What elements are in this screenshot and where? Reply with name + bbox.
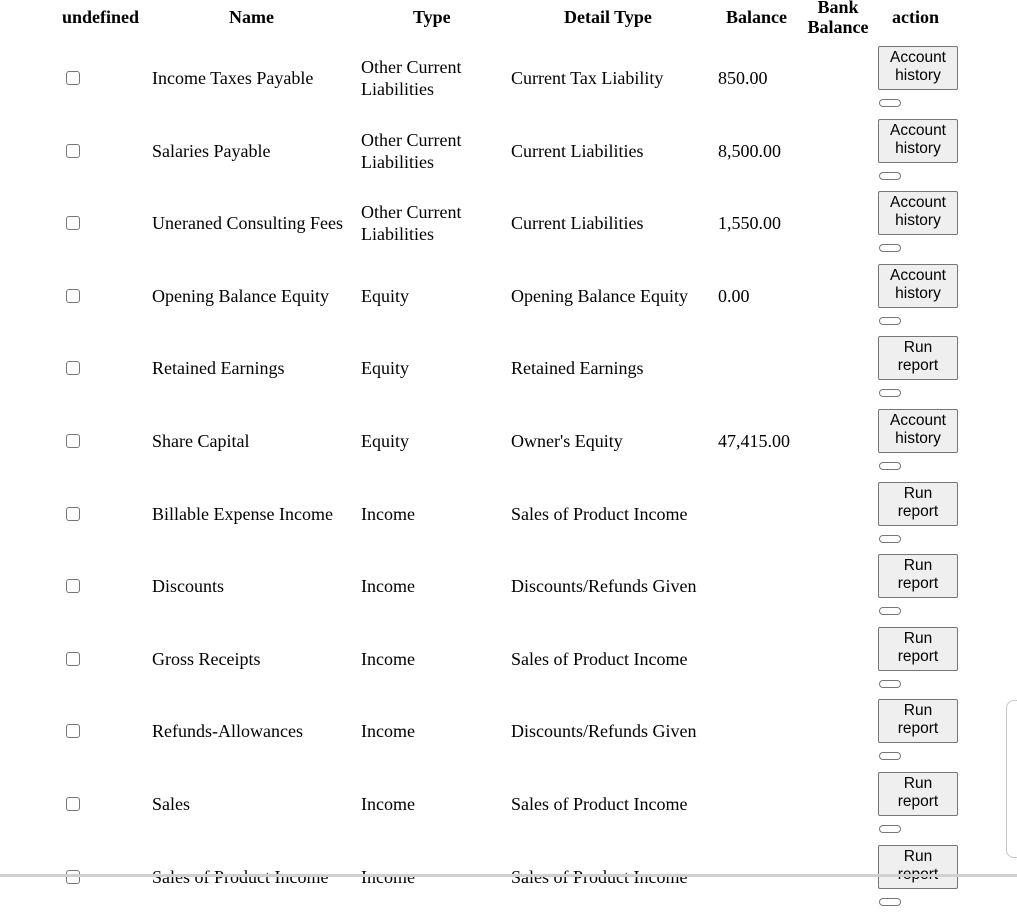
row-action-button[interactable]: Run report — [878, 482, 958, 526]
row-action-button[interactable]: Run report — [878, 699, 958, 743]
table-row — [0, 478, 1017, 551]
account-name: Salaries Payable — [152, 140, 271, 161]
row-action-button[interactable]: Account history — [878, 191, 958, 235]
account-name: Sales — [152, 794, 190, 814]
account-name: Gross Receipts — [152, 648, 261, 669]
account-name: Billable Expense Income — [152, 503, 333, 524]
row-select-checkbox[interactable] — [66, 507, 80, 521]
account-type: Other Current Liabilities — [361, 129, 462, 172]
row-action-button[interactable]: Account history — [878, 46, 958, 90]
table-row — [0, 405, 1017, 478]
account-name: Share Capital — [152, 431, 250, 451]
account-balance: 0.00 — [718, 285, 750, 306]
account-type: Income — [361, 721, 415, 742]
account-name: Income Taxes Payable — [152, 68, 314, 88]
row-dropdown-toggle[interactable] — [879, 752, 901, 760]
table-row — [0, 841, 1017, 914]
table-row — [0, 332, 1017, 405]
row-action-button[interactable]: Run report — [878, 772, 958, 816]
column-header-action: action — [892, 7, 939, 27]
account-name: Uneraned Consulting Fees — [152, 213, 343, 234]
row-action-button[interactable]: Run report — [878, 554, 958, 598]
column-header-name: Name — [229, 7, 274, 27]
account-name: Retained Earnings — [152, 358, 285, 379]
row-dropdown-toggle[interactable] — [879, 172, 901, 180]
row-select-checkbox[interactable] — [66, 71, 80, 85]
row-action-button[interactable]: Run report — [878, 627, 958, 671]
table-row — [0, 695, 1017, 768]
row-dropdown-toggle[interactable] — [879, 244, 901, 252]
account-balance: 1,550.00 — [718, 213, 781, 234]
table-row — [0, 260, 1017, 333]
table-row — [0, 623, 1017, 696]
row-select-checkbox[interactable] — [66, 216, 80, 230]
account-detail-type: Current Liabilities — [511, 213, 644, 234]
row-dropdown-toggle[interactable] — [879, 607, 901, 615]
account-detail-type: Discounts/Refunds Given — [511, 721, 697, 742]
table-row — [0, 187, 1017, 260]
account-detail-type: Sales of Product Income — [511, 648, 688, 669]
row-select-checkbox[interactable] — [66, 652, 80, 666]
account-balance: 850.00 — [718, 68, 768, 88]
column-header-bank-balance: Bank Balance — [807, 0, 869, 37]
row-dropdown-toggle[interactable] — [879, 898, 901, 906]
row-action-button[interactable]: Account history — [878, 264, 958, 308]
column-header-detail-type: Detail Type — [564, 7, 652, 27]
account-balance: 47,415.00 — [718, 431, 790, 451]
column-header-type: Type — [413, 7, 451, 27]
account-type: Other Current Liabilities — [361, 57, 462, 99]
row-dropdown-toggle[interactable] — [879, 462, 901, 470]
table-row — [0, 550, 1017, 623]
account-detail-type: Discounts/Refunds Given — [511, 576, 697, 597]
account-type: Income — [361, 503, 415, 524]
account-name: Refunds-Allowances — [152, 721, 303, 742]
row-dropdown-toggle[interactable] — [879, 389, 901, 397]
row-action-button[interactable]: Run — [878, 845, 958, 889]
account-type: Equity — [361, 431, 409, 451]
account-name: Opening Balance Equity — [152, 285, 329, 306]
row-action-button[interactable]: Account history — [878, 119, 958, 163]
account-detail-type: Current Tax Liability — [511, 68, 664, 88]
account-name: Discounts — [152, 576, 224, 597]
account-type: Equity — [361, 358, 409, 379]
table-row — [0, 42, 1017, 115]
account-type: Income — [361, 794, 415, 814]
row-select-checkbox[interactable] — [66, 289, 80, 303]
account-detail-type: Current Liabilities — [511, 140, 644, 161]
row-action-button[interactable]: Run report — [878, 336, 958, 380]
row-select-checkbox[interactable] — [66, 361, 80, 375]
column-header-select: undefined — [62, 7, 140, 27]
account-type: Income — [361, 576, 415, 597]
account-type: Other Current Liabilities — [361, 202, 462, 245]
row-action-button[interactable]: Account history — [878, 409, 958, 453]
scrollbar[interactable] — [1006, 700, 1017, 858]
row-dropdown-toggle[interactable] — [879, 317, 901, 325]
account-detail-type: Sales of Product Income — [511, 794, 688, 814]
row-dropdown-toggle[interactable] — [879, 99, 901, 107]
account-detail-type: Owner's Equity — [511, 431, 623, 451]
table-row — [0, 768, 1017, 841]
row-dropdown-toggle[interactable] — [879, 825, 901, 833]
row-dropdown-toggle[interactable] — [879, 680, 901, 688]
account-detail-type: Retained Earnings — [511, 358, 644, 379]
row-select-checkbox[interactable] — [66, 144, 80, 158]
account-detail-type: Sales of Product Income — [511, 503, 688, 524]
row-select-checkbox[interactable] — [66, 797, 80, 811]
column-header-balance: Balance — [726, 7, 787, 27]
account-balance: 8,500.00 — [718, 140, 781, 161]
row-select-checkbox[interactable] — [66, 434, 80, 448]
table-row — [0, 115, 1017, 188]
account-type: Equity — [361, 285, 409, 306]
row-select-checkbox[interactable] — [66, 579, 80, 593]
row-select-checkbox[interactable] — [66, 724, 80, 738]
account-type: Income — [361, 648, 415, 669]
row-dropdown-toggle[interactable] — [879, 535, 901, 543]
account-detail-type: Opening Balance Equity — [511, 285, 688, 306]
